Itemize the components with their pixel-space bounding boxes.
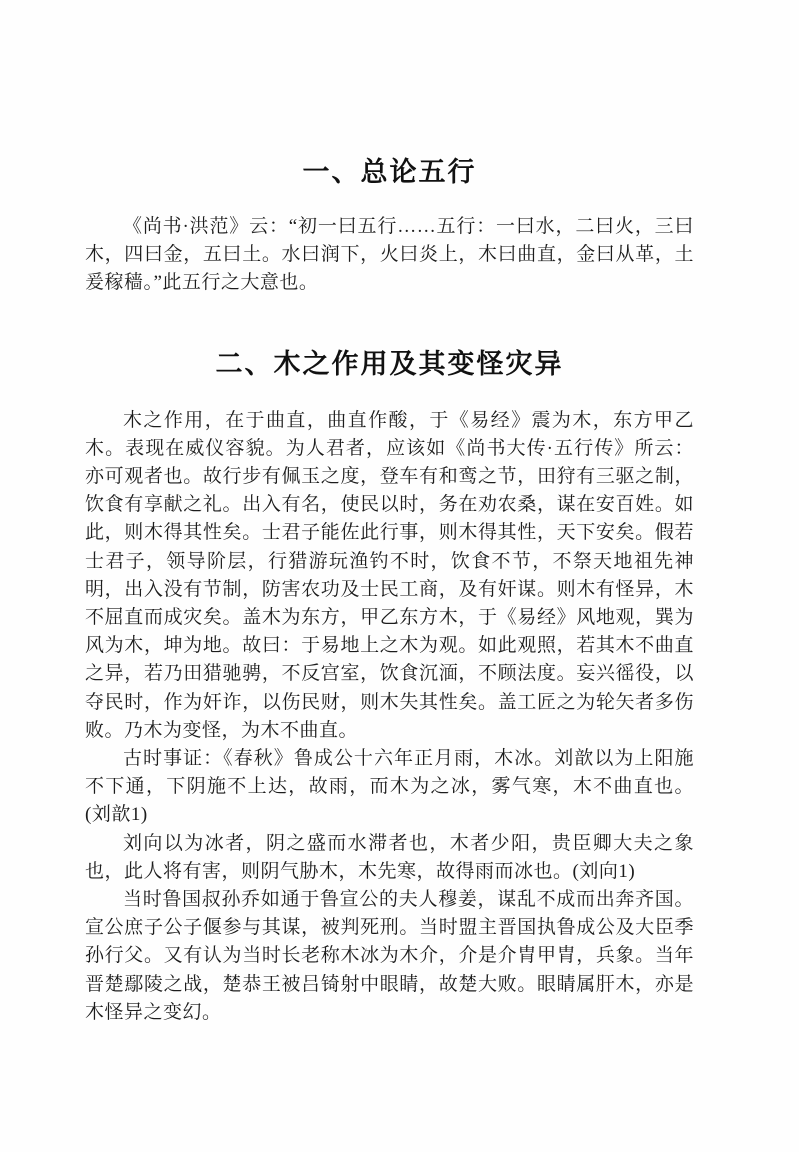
body-paragraph: 当时鲁国叔孙乔如通于鲁宣公的夫人穆姜，谋乱不成而出奔齐国。宣公庶子公子偃参与其谋，被判死刑。当时盟主晋国执鲁成公及大臣季孙行父。又有认为当时长老称木冰为木介，介是介胄甲胄，兵象。当年晋楚鄢陵之战，楚恭王被吕锜射中眼睛，故楚大败。眼睛属肝木，亦是木怪异之变幻。 bbox=[85, 889, 694, 1023]
section-general-five-elements bbox=[85, 150, 694, 298]
section-heading-1: 一、总论五行 bbox=[302, 157, 477, 187]
body-paragraph: 木之作用，在于曲直，曲直作酸，于《易经》震为木，东方甲乙木。表现在威仪容貌。为人君者，应该如《尚书大传·五行传》所云：亦可观者也。故行步有佩玉之度，登车有和鸾之节，田狩有三驱之制，饮食有享献之礼。出入有名，使民以时，务在劝农桑，谋在安百姓。如此，则木得其性矣。士君子能佐此行事，则木得其性，天下安矣。假若士君子，领导阶层，行猎游玩渔钓不时，饮食不节，不祭天地祖先神明，出入没有节制，防害农功及士民工商，及有奸谋。则木有怪异，木不屈直而成灾矣。盖木为东方，甲乙东方木，于《易经》风地观，巽为风为木，坤为地。故曰：于易地上之木为观。如此观照，若其木不曲直之异，若乃田猎驰骋，不反宫室，饮食沉湎，不顾法度。妄兴徭役，以夺民时，作为奸诈，以伤民财，则木失其性矣。盖工匠之为轮矢者多伤败。乃木为变怪，为木不曲直。 bbox=[85, 409, 694, 741]
body-paragraph: 《尚书·洪范》云：“初一曰五行……五行：一曰水，二曰火，三曰木，四曰金，五曰土。水曰润下，火曰炎上，木曰曲直，金曰从革，土爰稼穑。”此五行之大意也。 bbox=[85, 216, 694, 294]
body-paragraph: 刘向以为冰者，阴之盛而水滞者也，木者少阳，贵臣卿大夫之象也，此人将有害，则阴气胁木，木先寒，故得雨而冰也。(刘向1) bbox=[85, 832, 694, 882]
section-wood-function bbox=[85, 342, 694, 1027]
margin-rail bbox=[709, 0, 799, 1152]
text-column bbox=[85, 150, 694, 1027]
section-heading-2: 二、木之作用及其变怪灾异 bbox=[215, 348, 564, 379]
body-paragraph: 古时事证：《春秋》鲁成公十六年正月雨，木冰。刘歆以为上阳施不下通，下阴施不上达，故雨，而木为之冰，雾气寒，木不曲直也。(刘歆1) bbox=[85, 748, 694, 826]
